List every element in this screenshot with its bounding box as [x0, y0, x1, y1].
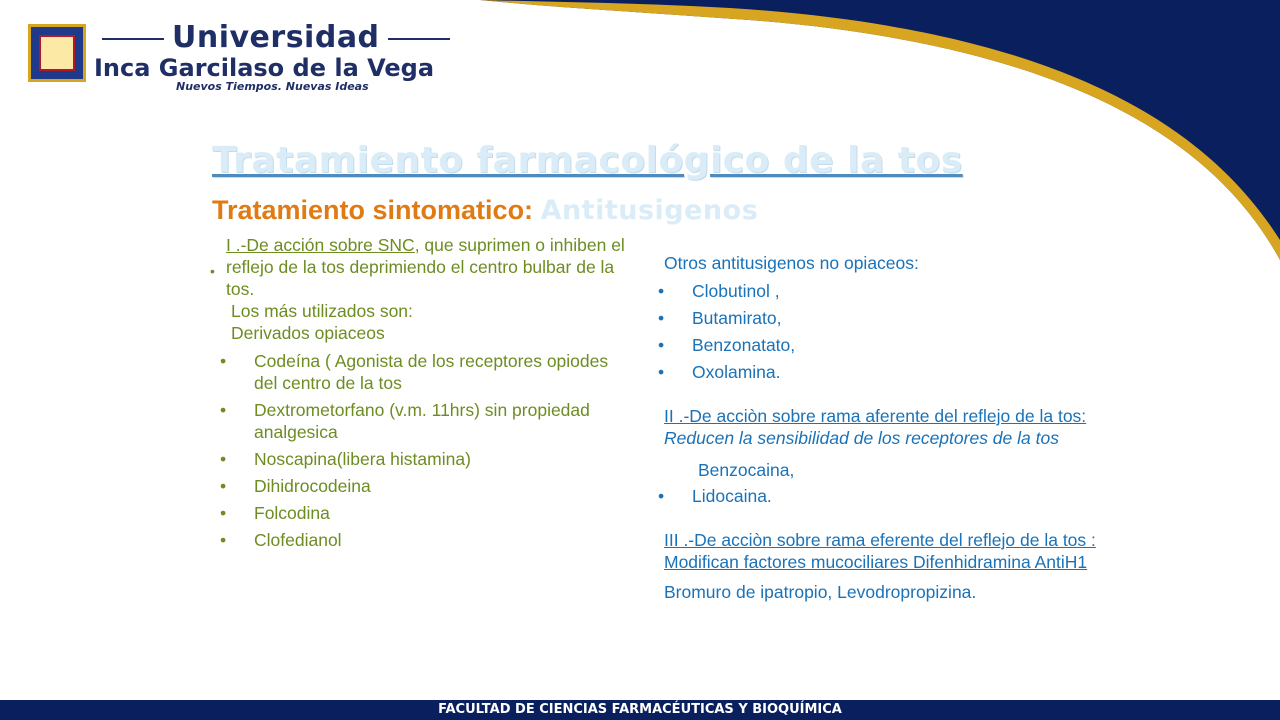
subtitle-light: Antitusigenos [540, 195, 759, 226]
list-item: • Codeína ( Agonista de los receptores opiodes del centro de la tos [220, 351, 609, 393]
list-item: • Butamirato, [658, 308, 782, 328]
opiate-list [208, 350, 628, 551]
list-item: • Dihidrocodeina [220, 476, 371, 496]
snc-heading: I .-De acción sobre SNC [226, 235, 415, 255]
bullet-icon: • [658, 335, 665, 355]
bullet-icon: • [220, 400, 227, 420]
bullet-icon: • [220, 351, 227, 371]
bullet-icon: • [658, 362, 665, 382]
slide-subtitle [212, 195, 758, 226]
subtitle-orange: Tratamiento sintomatico: [212, 195, 541, 225]
afferent-description: Reducen la sensibilidad de los receptores de la tos [664, 428, 1059, 448]
bullet-icon: • [658, 281, 665, 301]
benzocaina-line: Benzocaina, [698, 460, 795, 480]
bullet-icon: • [658, 308, 665, 328]
snc-description: , que suprimen o inhiben el reflejo de la tos deprimiendo el centro bulbar de la tos. [226, 235, 625, 299]
efferent-section: III .-De acciòn sobre rama eferente del reflejo de la tos : Modifican factores mucociliares Difenhidramina AntiH1 [664, 530, 1096, 572]
logo-line1: Universidad [172, 20, 380, 55]
list-item: • Oxolamina. [658, 362, 781, 382]
bullet-icon: • [220, 503, 227, 523]
list-item: • Clofedianol [220, 530, 342, 550]
afferent-heading: II .-De acciòn sobre rama aferente del reflejo de la tos: [664, 406, 1087, 426]
list-item: • Dextrometorfano (v.m. 11hrs) sin propiedad analgesica [220, 400, 590, 442]
list-item: • Folcodina [220, 503, 330, 523]
bullet-icon: • [220, 530, 227, 550]
left-column [208, 234, 628, 556]
derivados-line: Derivados opiaceos [231, 323, 385, 343]
bullet-icon: • [220, 449, 227, 469]
afferent-section [656, 405, 1096, 449]
list-item: • Noscapina(libera histamina) [220, 449, 471, 469]
footer-faculty: FACULTAD DE CIENCIAS FARMACÉUTICAS Y BIOQUÍMICA [0, 700, 1280, 720]
list-item: • Clobutinol , [658, 281, 780, 301]
logo-line2: Inca Garcilaso de la Vega [94, 54, 435, 82]
slide-title: Tratamiento farmacológico de la tos [212, 140, 963, 181]
bullet-icon: • [220, 476, 227, 496]
crest-icon [28, 24, 86, 82]
used-line: Los más utilizados son: [231, 301, 413, 321]
logo-tagline: Nuevos Tiempos. Nuevas Ideas [176, 80, 369, 93]
right-column [656, 252, 1096, 603]
list-item: • Benzonatato, [658, 335, 796, 355]
list-item: • Lidocaina. [658, 486, 772, 506]
efferent-tail: Bromuro de ipatropio, Levodropropizina. [664, 582, 977, 602]
lidocaina-list [656, 485, 1096, 507]
snc-intro [208, 234, 628, 300]
bullet-icon: • [658, 486, 665, 506]
university-logo [28, 14, 478, 93]
bullet-icon: • [210, 263, 215, 279]
non-opiate-list [656, 280, 1096, 383]
other-heading: Otros antitusigenos no opiaceos: [664, 253, 919, 273]
